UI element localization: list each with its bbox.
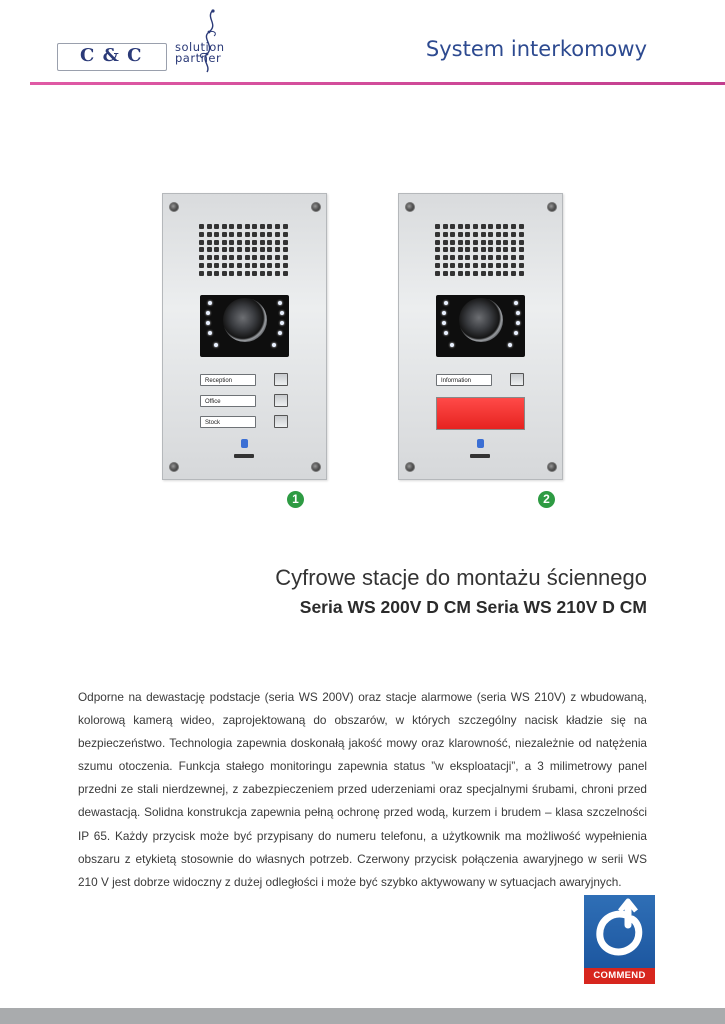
product-number-badge-2: 2: [538, 491, 555, 508]
ir-led: [278, 331, 282, 335]
grille-hole: [511, 247, 516, 252]
commend-logo-mark: [584, 895, 655, 968]
grille-hole: [443, 255, 448, 260]
grille-hole: [199, 263, 204, 268]
ir-led: [278, 301, 282, 305]
grille-hole: [252, 240, 257, 245]
grille-hole: [465, 263, 470, 268]
grille-hole: [245, 255, 250, 260]
grille-hole: [503, 240, 508, 245]
grille-hole: [199, 271, 204, 276]
grille-hole: [458, 240, 463, 245]
commend-c-icon: [584, 895, 655, 968]
grille-hole: [245, 247, 250, 252]
ir-led: [444, 301, 448, 305]
grille-hole: [458, 247, 463, 252]
grille-hole: [519, 271, 524, 276]
grille-hole: [260, 240, 265, 245]
grille-hole: [465, 232, 470, 237]
grille-hole: [458, 255, 463, 260]
grille-hole: [443, 232, 448, 237]
grille-hole: [450, 271, 455, 276]
intercom-panel-ws210v: [398, 193, 563, 480]
brand-plate: [234, 454, 254, 458]
grille-hole: [473, 263, 478, 268]
grille-hole: [207, 263, 212, 268]
name-label-information: Information: [436, 374, 492, 386]
name-label-office: Office: [200, 395, 256, 407]
grille-hole: [450, 247, 455, 252]
grille-hole: [222, 240, 227, 245]
grille-hole: [275, 240, 280, 245]
grille-hole: [450, 263, 455, 268]
grille-hole: [283, 224, 288, 229]
grille-hole: [237, 240, 242, 245]
grille-hole: [283, 255, 288, 260]
emergency-call-button[interactable]: [436, 397, 525, 430]
grille-hole: [496, 255, 501, 260]
ir-led: [514, 301, 518, 305]
grille-hole: [450, 255, 455, 260]
screw-icon: [405, 462, 415, 472]
grille-hole: [511, 232, 516, 237]
ir-led: [450, 343, 454, 347]
call-button-reception[interactable]: [274, 373, 288, 386]
grille-hole: [237, 271, 242, 276]
screw-icon: [169, 202, 179, 212]
grille-hole: [458, 263, 463, 268]
ir-led: [508, 343, 512, 347]
product-description: Odporne na dewastację podstacje (seria WS 200V) oraz stacje alarmowe (seria WS 210V) z wbudowaną, kolorową kamerą wideo, zaprojektowaną do obszarów, w których szczególny nacisk kładzie się na bezpieczeństwo. Technologia zapewnia doskonałą jakość mowy oraz klarowność, niezależnie od natężenia szumu otoczenia. Funkcja stałego monitoringu zapewnia status ”w eksploatacji”, a 3 milimetrowy panel przedni ze stali nierdzewnej, z zabezpieczeniem przed uderzeniami oraz specjalnymi śrubami, chroni przed dewastacją. Solidna konstrukcja zapewnia pełną ochronę przed wodą, kurzem i brudem – klasa szczelności IP 65. Każdy przycisk może być przypisany do numeru telefonu, a użytkownik ma możliwość wypełnienia obszaru z etykietą stosownie do własnych potrzeb. Czerwony przycisk połączenia awaryjnego w serii WS 210 V jest dobrze widoczny z dużej odległości i może być szybko aktywowany w sytuacjach awaryjnych.: [78, 690, 647, 889]
grille-hole: [473, 255, 478, 260]
ir-led: [280, 311, 284, 315]
microphone-icon: [477, 439, 484, 448]
ir-led: [516, 321, 520, 325]
grille-hole: [267, 224, 272, 229]
grille-hole: [465, 271, 470, 276]
grille-hole: [450, 224, 455, 229]
screw-icon: [311, 202, 321, 212]
grille-hole: [496, 271, 501, 276]
grille-hole: [503, 224, 508, 229]
grille-hole: [481, 224, 486, 229]
grille-hole: [237, 224, 242, 229]
grille-hole: [511, 263, 516, 268]
name-label-reception: Reception: [200, 374, 256, 386]
grille-hole: [199, 224, 204, 229]
grille-hole: [496, 263, 501, 268]
grille-hole: [435, 255, 440, 260]
grille-hole: [267, 247, 272, 252]
grille-hole: [260, 271, 265, 276]
ir-led: [280, 321, 284, 325]
grille-hole: [199, 255, 204, 260]
grille-hole: [503, 232, 508, 237]
grille-hole: [443, 240, 448, 245]
grille-hole: [252, 255, 257, 260]
grille-hole: [275, 232, 280, 237]
grille-hole: [283, 232, 288, 237]
grille-hole: [214, 232, 219, 237]
grille-hole: [229, 263, 234, 268]
commend-logo: [584, 895, 655, 987]
grille-hole: [229, 247, 234, 252]
speaker-grille-icon: [199, 224, 289, 279]
screw-icon: [169, 462, 179, 472]
screw-icon: [547, 462, 557, 472]
grille-hole: [435, 224, 440, 229]
grille-hole: [267, 263, 272, 268]
grille-hole: [465, 240, 470, 245]
ir-led: [206, 311, 210, 315]
grille-hole: [450, 240, 455, 245]
screw-icon: [311, 462, 321, 472]
camera-module: [436, 295, 525, 357]
grille-hole: [283, 240, 288, 245]
ir-led: [442, 311, 446, 315]
grille-hole: [214, 271, 219, 276]
grille-hole: [473, 224, 478, 229]
grille-hole: [503, 263, 508, 268]
grille-hole: [199, 240, 204, 245]
grille-hole: [511, 224, 516, 229]
grille-hole: [252, 263, 257, 268]
grille-hole: [465, 247, 470, 252]
grille-hole: [252, 247, 257, 252]
grille-hole: [260, 224, 265, 229]
grille-hole: [237, 232, 242, 237]
grille-hole: [519, 240, 524, 245]
camera-module: [200, 295, 289, 357]
grille-hole: [267, 232, 272, 237]
grille-hole: [229, 271, 234, 276]
grille-hole: [465, 255, 470, 260]
grille-hole: [481, 255, 486, 260]
logo-tagline: [175, 42, 225, 64]
logo-tagline-line-1: solution: [175, 40, 225, 54]
ir-led: [442, 321, 446, 325]
grille-hole: [214, 255, 219, 260]
grille-hole: [237, 255, 242, 260]
grille-hole: [473, 240, 478, 245]
grille-hole: [488, 240, 493, 245]
speaker-grille-icon: [435, 224, 525, 279]
screw-icon: [405, 202, 415, 212]
commend-brand-name: COMMEND: [584, 968, 655, 984]
grille-hole: [519, 224, 524, 229]
ir-led: [444, 331, 448, 335]
grille-hole: [275, 271, 280, 276]
grille-hole: [496, 232, 501, 237]
grille-hole: [245, 271, 250, 276]
camera-lens-icon: [223, 298, 267, 342]
grille-hole: [214, 224, 219, 229]
grille-hole: [260, 247, 265, 252]
grille-hole: [229, 224, 234, 229]
grille-hole: [199, 232, 204, 237]
grille-hole: [260, 263, 265, 268]
ir-led: [208, 301, 212, 305]
grille-hole: [435, 247, 440, 252]
grille-hole: [237, 247, 242, 252]
grille-hole: [252, 232, 257, 237]
grille-hole: [252, 271, 257, 276]
grille-hole: [458, 232, 463, 237]
grille-hole: [207, 240, 212, 245]
grille-hole: [260, 232, 265, 237]
grille-hole: [237, 263, 242, 268]
grille-hole: [207, 271, 212, 276]
grille-hole: [283, 271, 288, 276]
grille-hole: [245, 263, 250, 268]
grille-hole: [443, 247, 448, 252]
grille-hole: [229, 232, 234, 237]
grille-hole: [435, 240, 440, 245]
grille-hole: [275, 247, 280, 252]
grille-hole: [267, 255, 272, 260]
grille-hole: [275, 263, 280, 268]
camera-lens-icon: [459, 298, 503, 342]
grille-hole: [222, 247, 227, 252]
grille-hole: [435, 232, 440, 237]
header-title: System interkomowy: [425, 37, 647, 61]
grille-hole: [245, 232, 250, 237]
cc-solution-partner-logo: [57, 40, 227, 70]
grille-hole: [207, 247, 212, 252]
grille-hole: [283, 247, 288, 252]
grille-hole: [496, 240, 501, 245]
header-divider: [30, 82, 725, 85]
grille-hole: [496, 247, 501, 252]
grille-hole: [275, 255, 280, 260]
intercom-panel-ws200v: [162, 193, 327, 480]
ir-led: [208, 331, 212, 335]
grille-hole: [260, 255, 265, 260]
grille-hole: [267, 271, 272, 276]
footer-bar: [0, 1008, 725, 1024]
grille-hole: [519, 232, 524, 237]
grille-hole: [496, 224, 501, 229]
grille-hole: [214, 263, 219, 268]
grille-hole: [435, 271, 440, 276]
grille-hole: [443, 271, 448, 276]
grille-hole: [488, 271, 493, 276]
grille-hole: [519, 263, 524, 268]
grille-hole: [488, 255, 493, 260]
call-button-office[interactable]: [274, 394, 288, 407]
call-button-stock[interactable]: [274, 415, 288, 428]
grille-hole: [222, 255, 227, 260]
grille-hole: [443, 224, 448, 229]
ir-led: [272, 343, 276, 347]
grille-hole: [214, 240, 219, 245]
grille-hole: [488, 263, 493, 268]
microphone-icon: [241, 439, 248, 448]
grille-hole: [458, 271, 463, 276]
grille-hole: [511, 255, 516, 260]
grille-hole: [245, 224, 250, 229]
grille-hole: [481, 240, 486, 245]
screw-icon: [547, 202, 557, 212]
grille-hole: [503, 247, 508, 252]
product-number-badge-1: 1: [287, 491, 304, 508]
page-header: [0, 0, 725, 86]
grille-hole: [481, 271, 486, 276]
grille-hole: [214, 247, 219, 252]
grille-hole: [283, 263, 288, 268]
grille-hole: [435, 263, 440, 268]
grille-hole: [511, 271, 516, 276]
grille-hole: [503, 271, 508, 276]
grille-hole: [199, 247, 204, 252]
grille-hole: [488, 232, 493, 237]
grille-hole: [473, 232, 478, 237]
grille-hole: [473, 247, 478, 252]
series-subtitle: Seria WS 200V D CM Seria WS 210V D CM: [299, 597, 647, 617]
grille-hole: [267, 240, 272, 245]
ir-led: [206, 321, 210, 325]
grille-hole: [503, 255, 508, 260]
grille-hole: [473, 271, 478, 276]
name-label-stock: Stock: [200, 416, 256, 428]
grille-hole: [229, 255, 234, 260]
ir-led: [214, 343, 218, 347]
grille-hole: [207, 255, 212, 260]
grille-hole: [222, 232, 227, 237]
grille-hole: [222, 271, 227, 276]
logo-box: [57, 43, 167, 71]
ir-led: [516, 311, 520, 315]
brand-plate: [470, 454, 490, 458]
grille-hole: [511, 240, 516, 245]
grille-hole: [207, 232, 212, 237]
grille-hole: [465, 224, 470, 229]
grille-hole: [488, 224, 493, 229]
grille-hole: [481, 232, 486, 237]
call-button-information[interactable]: [510, 373, 524, 386]
grille-hole: [222, 263, 227, 268]
grille-hole: [519, 255, 524, 260]
main-title: Cyfrowe stacje do montażu ściennego: [275, 565, 647, 590]
grille-hole: [450, 232, 455, 237]
grille-hole: [443, 263, 448, 268]
grille-hole: [207, 224, 212, 229]
grille-hole: [252, 224, 257, 229]
ir-led: [514, 331, 518, 335]
grille-hole: [481, 263, 486, 268]
logo-cc-text: C & C: [80, 45, 143, 66]
grille-hole: [229, 240, 234, 245]
grille-hole: [245, 240, 250, 245]
logo-tagline-line-2: partner: [175, 51, 222, 65]
grille-hole: [458, 224, 463, 229]
grille-hole: [481, 247, 486, 252]
grille-hole: [275, 224, 280, 229]
grille-hole: [222, 224, 227, 229]
grille-hole: [488, 247, 493, 252]
grille-hole: [519, 247, 524, 252]
